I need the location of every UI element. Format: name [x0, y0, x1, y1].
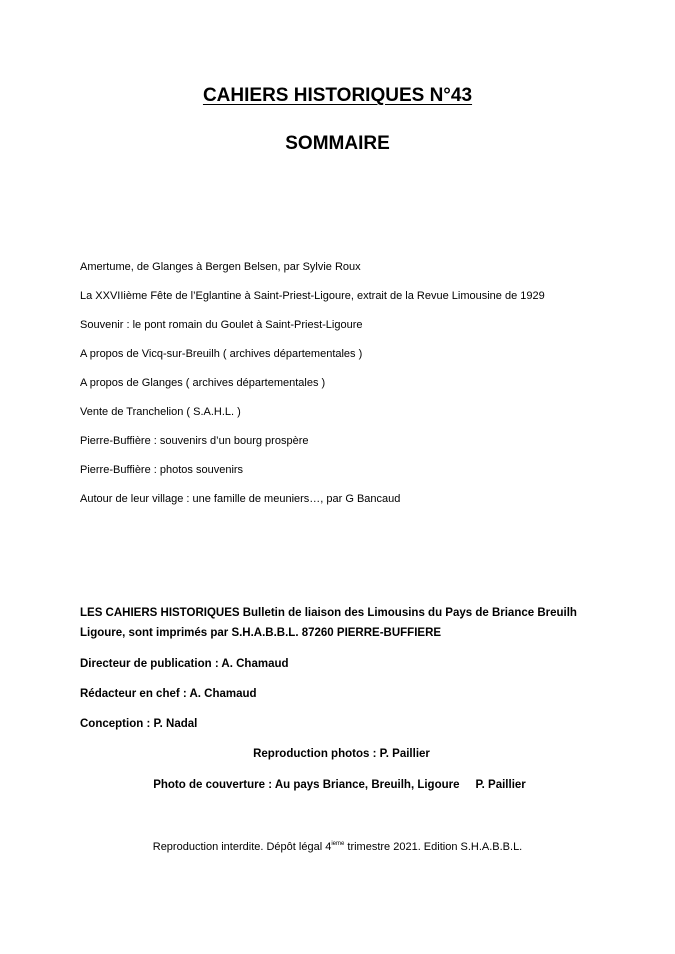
table-of-contents: [80, 257, 545, 518]
toc-item: Pierre-Buffière : photos souvenirs: [80, 464, 244, 476]
footer-superscript: ieme: [331, 841, 345, 847]
footer-text-end: trimestre 2021. Edition S.H.A.B.B.L.: [344, 841, 523, 853]
toc-item: Pierre-Buffière : souvenirs d’un bourg prospère: [80, 435, 309, 447]
toc-item: Amertume, de Glanges à Bergen Belsen, par Sylvie Roux: [80, 261, 361, 273]
document-title: CAHIERS HISTORIQUES N°43: [202, 85, 473, 106]
toc-item: Autour de leur village : une famille de meuniers…, par G Bancaud: [80, 493, 401, 505]
publication-info: LES CAHIERS HISTORIQUES Bulletin de liaison des Limousins du Pays de Briance Breuilh Ligoure, sont imprimés par S.H.A.B.B.L. 87260 PIERRE-BUFFIERE: [80, 607, 577, 639]
toc-item: A propos de Vicq-sur-Breuilh ( archives départementales ): [80, 348, 363, 360]
chief-editor: Rédacteur en chef : A. Chamaud: [80, 688, 257, 700]
toc-item: La XXVIIième Fête de l’Eglantine à Saint-Priest-Ligoure, extrait de la Revue Limousine de 1929: [80, 290, 545, 302]
footer-text-start: Reproduction interdite. Dépôt légal 4: [152, 841, 332, 853]
publication-director: Directeur de publication : A. Chamaud: [80, 658, 289, 670]
toc-item: Souvenir : le pont romain du Goulet à Saint-Priest-Ligoure: [80, 319, 363, 331]
legal-footer: [0, 834, 675, 857]
photo-reproduction-credit: Reproduction photos : P. Paillier: [253, 748, 430, 760]
cover-photo-credit: Photo de couverture : Au pays Briance, Breuilh, Ligoure P. Paillier: [153, 779, 526, 791]
toc-item: Vente de Tranchelion ( S.A.H.L. ): [80, 406, 241, 418]
toc-item: A propos de Glanges ( archives départementales ): [80, 377, 326, 389]
document-subtitle: SOMMAIRE: [285, 133, 390, 154]
design-credit: Conception : P. Nadal: [80, 718, 198, 730]
